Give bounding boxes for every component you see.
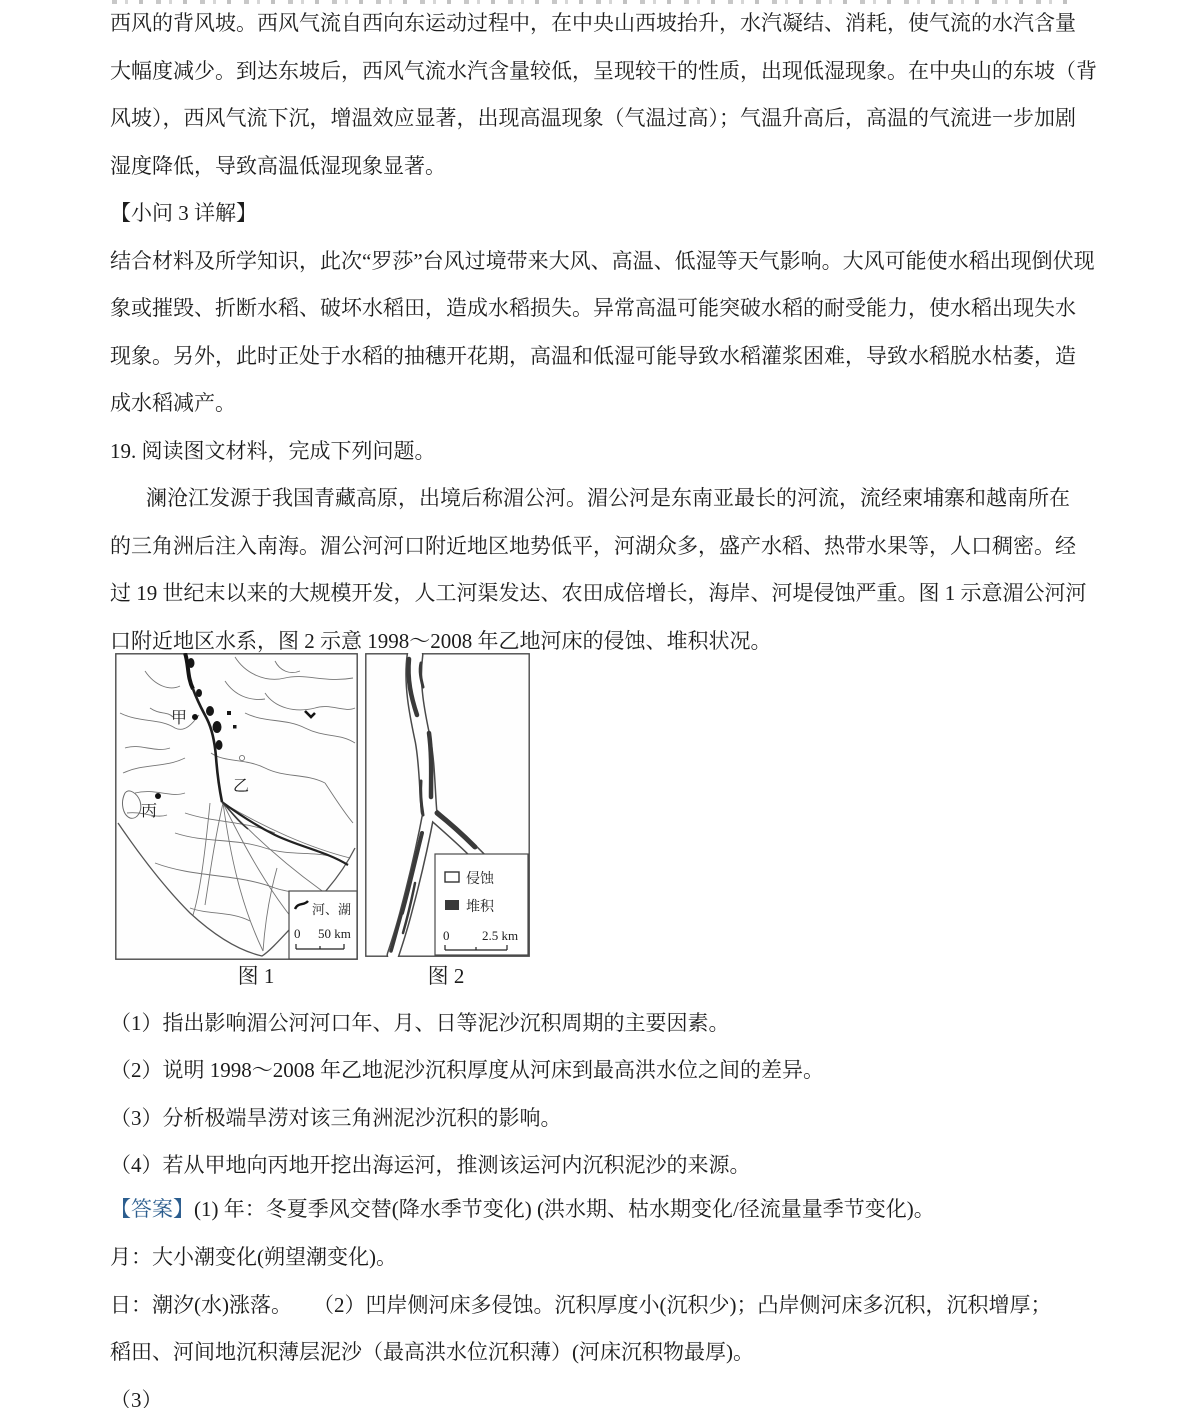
text-line: 风坡），西风气流下沉，增温效应显著，出现高温现象（气温过高）；气温升高后，高温的气流进一步加剧 [110,106,1076,130]
figure-2-map [365,653,530,957]
legend-river-label: 河、湖 [312,902,352,917]
figure-2-caption: 图 2 [427,964,465,988]
point-jia-dot [192,714,198,720]
clipped-previous-line [112,0,1072,4]
answer-line-4: 稻田、河间地沉积薄层泥沙（最高洪水位沉积薄）(河床沉积物最厚)。 [110,1340,754,1364]
text-line: 现象。另外，此时正处于水稻的抽穗开花期，高温和低湿可能导致水稻灌浆困难，导致水稻脱水枯萎，造 [110,344,1076,368]
deposition-swatch [445,900,459,910]
answer-line-3: 日：潮汐(水)涨落。 （2）凹岸侧河床多侵蚀。沉积厚度小(沉积少)；凸岸侧河床多沉积，沉积增厚； [110,1293,1052,1317]
text-line: 象或摧毁、折断水稻、破坏水稻田，造成水稻损失。异常高温可能突破水稻的耐受能力，使水稻出现失水 [110,296,1076,320]
answer-line-2: 月：大小潮变化(朔望潮变化)。 [110,1245,397,1269]
legend-erosion-label: 侵蚀 [466,872,494,887]
answer-line-1-text: (1) 年：冬夏季风交替(降水季节变化) (洪水期、枯水期变化/径流量量季节变化)。 [194,1197,935,1221]
figure-2-svg [365,653,530,957]
label-yi: 乙 [233,778,250,795]
question-19-heading: 19. 阅读图文材料，完成下列问题。 [110,439,436,463]
text-line: 结合材料及所学知识，此次“罗莎”台风过境带来大风、高温、低湿等天气影响。大风可能使水稻出现倒伏现 [110,249,1095,273]
figure-2-legend [435,854,528,955]
answer-label: 【答案】 [110,1197,194,1221]
answer-line-1 [110,1194,935,1224]
text-line: 澜沧江发源于我国青藏高原，出境后称湄公河。湄公河是东南亚最长的河流，流经柬埔寨和越南所在 [146,486,1070,510]
question-line-4: （4）若从甲地向丙地开挖出海运河，推测该运河内沉积泥沙的来源。 [110,1153,751,1177]
scale-zero: 0 [443,928,450,943]
label-jia: 甲 [171,710,188,727]
legend-deposition-label: 堆积 [466,900,494,915]
text-line: 西风的背风坡。西风气流自西向东运动过程中，在中央山西坡抬升，水汽凝结、消耗，使气流的水汽含量 [110,11,1076,35]
question-line-2: （2）说明 1998～2008 年乙地泥沙沉积厚度从河床到最高洪水位之间的差异。 [110,1058,824,1082]
text-line: 大幅度减少。到达东坡后，西风气流水汽含量较低，呈现较干的性质，出现低湿现象。在中央山的东坡（背 [110,59,1097,83]
subquestion-3-heading: 【小问 3 详解】 [110,201,257,225]
scale-label: 50 km [318,926,351,941]
label-bing: 丙 [141,803,158,820]
erosion-swatch [445,872,459,882]
figure-1-legend [289,891,357,959]
question-line-3: （3）分析极端旱涝对该三角洲泥沙沉积的影响。 [110,1106,562,1130]
point-bing-dot [155,793,161,799]
scale-label: 2.5 km [482,928,519,943]
figure-1-map [115,653,358,960]
answer-line-5: （3） [110,1388,163,1408]
text-line: 成水稻减产。 [110,391,236,415]
text-line: 湿度降低，导致高温低湿现象显著。 [110,154,446,178]
text-line: 过 19 世纪末以来的大规模开发，人工河渠发达、农田成倍增长，海岸、河堤侵蚀严重。图 1 示意湄公河河 [110,581,1087,605]
figure-1-svg [115,653,358,960]
figure-1-caption: 图 1 [237,964,275,988]
text-line: 的三角洲后注入南海。湄公河河口附近地区地势低平，河湖众多，盛产水稻、热带水果等，人口稠密。经 [110,534,1076,558]
text-line: 口附近地区水系，图 2 示意 1998～2008 年乙地河床的侵蚀、堆积状况。 [110,629,772,653]
scale-zero: 0 [294,926,301,941]
question-line-1: （1）指出影响湄公河河口年、月、日等泥沙沉积周期的主要因素。 [110,1011,730,1035]
